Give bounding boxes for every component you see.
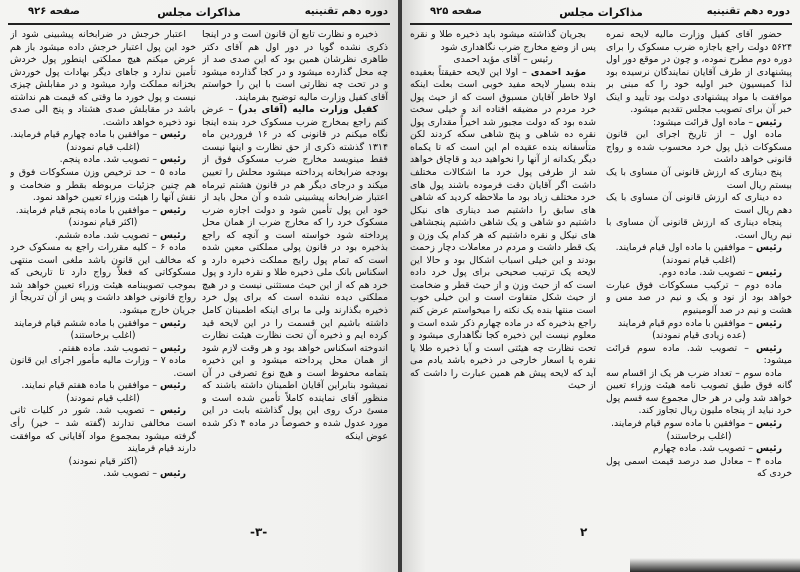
paragraph-text: – موافقین با ماده سوم قیام فرمایند.: [611, 417, 756, 429]
paragraph-text: ماده ۴ – معادل صد درصد قیمت اسمی پول خردی که: [606, 455, 792, 480]
vote-note: (اغلب قیام نمودند): [662, 254, 736, 266]
speaker-paragraph: [10, 205, 196, 218]
page-926: [0, 0, 398, 572]
header-rule: [410, 23, 792, 25]
paragraph: [606, 129, 792, 167]
paragraph-text: ماده سوم – تعداد ضرب هر یک از اقسام سه گانه فوق طبق تصویب نامه هیئت وزراء تعیین خواهد شد ولی در هر حال مجموع سه قسم پول خرد نباید از پنجاه ملیون ریال تجاوز کند.: [606, 367, 792, 417]
paragraph-text: بجریان گذاشته میشود باید ذخیره طلا و نقره پس از وضع مخارج ضرب نگاهداری شود: [410, 29, 596, 53]
speaker-name: مؤید احمدی: [530, 66, 586, 78]
text-column-left: [410, 29, 596, 514]
speaker-paragraph: [10, 380, 196, 393]
speaker-name: رئیس: [160, 154, 186, 166]
speaker-name: رئیس: [756, 242, 782, 254]
vote-note: (اغلب برخاستند): [666, 430, 732, 442]
paragraph-text: ماده دوم – ترکیب مسکوکات فوق عبارت خواهد بود از نود و یک و نیم در صد مس و هشت و نیم در صد آلومینیوم: [606, 279, 792, 317]
paragraph-text: – تصویب شد. ماده هفتم.: [58, 342, 160, 354]
paragraph-text: – ماده اول قرائت میشود:: [653, 116, 756, 128]
paragraph-text: اعتبار خرجش در ضرابخانه پیشبینی شود از خود این پول اعتبار خرجش داده میشود باز هم عرض میکنم هیچ مملکتی اینطور پول خردش تأمین ندارد و جاهای دیگر بهادات پول خوردش بخزانه مملکت وارد میشود و در مقابلش چیزی نیست و پول خورد ما وقتی که قیمت هم نداشته باشد در مقابلش صدی هشتاد و پنج الی صدی نود ذخیره خواهد داشت.: [10, 29, 196, 128]
journal-title: مذاکرات مجلس: [157, 6, 241, 19]
speaker-paragraph: [10, 129, 196, 142]
speaker-name: رئیس: [160, 204, 186, 216]
speaker-paragraph: [606, 242, 792, 255]
paragraph-text: – عرض کنم راجع بمخارج ضرب مسکوک خرد بنده اینجا نگاه میکنم در قانونی که در ۱۶ فروردین ماه ۱۳۱۴ گذشته ذکری از حق نظارت و اینها نیست فقط مینویسد مخارج ضرب مسکوک فوق از بودجه ضرابخانه پرداخته میشود محلش را تعیین میکند و درجای دیگر هم در قانون هشتم تیرماه اعتبار ضرابخانه پیشبینی شده و آن محل باید از خود این پول تأمین شود و دولت اجازه ضرب مسکوک خرد را که مخارج ضرب از همان محل پرداخته شود خواسته است و آنچه که راجع بذخیره بود در قانون پولی مملکتی معین شده است که تمام پول رایج مملکت ذخیره دارد و اسکناس بانک ملی ذخیره طلا و نقره دارد و پول خرد هم که از این حیث مستثنی نیست و در هیچ مملکتی دیده نشده است که برای پول خرد ذخیره بگذارند ولی ما برای اینکه اطمینان کامل داشته باشیم این قسمت را در این لایحه قید کرده ایم و ذخیره آن تحت نظارت هیئت نظارت اندوخته اسکناس خواهد بود و هر وقت لازم شود از همان محل پرداخته میشود و این ذخیره بتمامه محفوظ است و هیچ نوع تصرفی در آن نمیشود بنابراین آقایان اطمینان داشته باشند که منظور آقای نماینده کاملاً تأمین شده است و مسئ درک روی این پول گذاشته بابت در این مورد عدول شده و خصوصاً در ماده ۴ ذکر شده عوض اینکه: [202, 104, 388, 442]
paragraph-text: – موافقین با ماده هفتم قیام نمایند.: [21, 380, 160, 392]
paragraph-text: ماده ۵ – حد ترخیص وزن مسکوکات فوق و هم چنین جزئیات مربوطه بقطر و ضخامت و نقش آنها را هیئت وزراء تعیین خواهد نمود.: [10, 167, 196, 204]
speaker-paragraph: [606, 443, 792, 456]
paragraph: [202, 29, 388, 104]
speaker-paragraph: [10, 154, 196, 167]
paragraph-text: حضور آقای کفیل وزارت مالیه لایحه نمره ۵۶۲۴ دولت راجع باجازه ضرب مسکوک را برای دوره دوم مطرح نموده، و چون در موقع دور اول پیشنهادی از طرف آقایان نمایندگان نرسیده بود لذا کمیسیون خبر اولیه خود را که مبنی بر موافقت با مواد پیشنهادی دولت بود تأیید و اینک خبر آن برای تصویب مجلس تقدیم میشود.: [606, 29, 792, 116]
speaker-paragraph: [410, 67, 596, 393]
paragraph: [10, 29, 196, 129]
paragraph: [410, 29, 596, 54]
speaker-paragraph: [606, 117, 792, 130]
text-column-left: [10, 29, 196, 514]
paragraph-text: ده دیناری که ارزش قانونی آن مساوی با یک دهم ریال است: [606, 192, 792, 216]
speaker-name: رئیس: [160, 317, 186, 329]
paragraph: [606, 280, 792, 318]
paragraph-text: ماده ۷ – وزارت مالیه مأمور اجرای این قانون است.: [10, 355, 196, 379]
speaker-name: کفیل وزارت مالیه (آقای بدر): [238, 104, 379, 116]
speaker-paragraph: [10, 343, 196, 356]
speaker-name: رئیس: [756, 317, 782, 329]
paragraph-text: – تصویب شد. ماده ششم.: [54, 229, 160, 241]
paragraph-text: – موافقین با ماده چهارم قیام فرمایند.: [10, 129, 160, 141]
speaker-name: رئیس: [756, 342, 782, 354]
paragraph-text: – موافقین با ماده اول قیام فرمایند.: [615, 242, 756, 254]
paragraph: [606, 217, 792, 242]
paragraph: [10, 355, 196, 380]
paragraph-text: پنج دیناری که ارزش قانونی آن مساوی با یک بیستم ریال است: [606, 167, 792, 191]
speaker-name: رئیس: [756, 267, 782, 279]
journal-title: مذاکرات مجلس: [559, 6, 643, 19]
speaker-name: رئیس: [160, 342, 186, 354]
vote-note: رئیس – آقای مؤید احمدی: [453, 54, 553, 66]
vote-note: (اغلب برخاستند): [70, 330, 136, 342]
vote-note: (اکثر قیام نمودند): [68, 455, 138, 467]
scan-edge-shadow: [630, 558, 800, 572]
page-number-label: صفحه ۹۲۵: [430, 6, 482, 17]
speaker-paragraph: [10, 230, 196, 243]
paragraph: [606, 192, 792, 217]
paragraph-text: – تصویب شد. ماده پنجم.: [59, 154, 160, 166]
paragraph-text: – تصویب شد. ماده سوم قرائت میشود:: [606, 342, 792, 367]
vote-note: (اکثر قیام نمودند): [68, 217, 138, 229]
paragraph-text: ماده ۶ – کلیه مقررات راجع به مسکوک خرد که مخالف این قانون باشد ملغی است منتهی مسکوکاتی که فعلاً رواج دارد تا تاریخی که بموجب تصویبنامه هیئت وزراء تعیین خواهد شد رواج قانونی خواهد داشت و پس از آن تدریجاً از جریان خارج میشود.: [10, 242, 196, 317]
text-column-right: [606, 29, 792, 514]
page-number-label: صفحه ۹۲۶: [28, 6, 80, 17]
speaker-name: رئیس: [160, 229, 186, 241]
paragraph-text: – تصویب شد. ماده دوم.: [658, 267, 756, 279]
header-rule: [8, 23, 390, 25]
paragraph: [606, 456, 792, 481]
paragraph: [606, 167, 792, 192]
speaker-name: رئیس: [160, 468, 186, 480]
session-label: دوره دهم تقنینیه: [706, 6, 790, 17]
text-column-right: [202, 29, 388, 514]
paragraph-text: – موافقین با ماده پنجم قیام فرمایند.: [15, 204, 160, 216]
paragraph: [606, 29, 792, 117]
paragraph-text: – موافقین با ماده دوم قیام فرمایند: [617, 317, 756, 329]
speaker-name: رئیس: [756, 443, 782, 455]
vote-note: (اغلب قیام نمودند): [66, 141, 140, 153]
paragraph-text: – تصویب شد.: [103, 468, 160, 480]
speaker-paragraph: [606, 318, 792, 331]
paragraph-text: پنجاه دیناری که ارزش قانونی آن مساوی با نیم ریال است.: [606, 217, 792, 241]
paragraph-text: – اولا این لایحه حقیقتاً بعقیده بنده بسیار لایحه مفید خوبی است بعلت اینکه اولا خاطر آقایان مسبوق است که از حیث پول خرد مردم در مضیقه افتاده اند و خیلی سخت شده بود که دولت مجبور شد اخیراً مقداری پول نقره ده شاهی و پنج شاهی سکه کردند لکن متأسفانه بنده عقیده ام این است که تا یکماه دیگر یکدانه از آنها را نخواهید دید و قاچاق خواهد شد از طرفی پول خرد ما اشکالات مختلف داشت اگر آقایان دقت فرموده باشند پول های خرد مختلف زیاد بود ما ملاحظه کردید که شاهی های سابق را داشتیم صد دیناری های نیکل داشتیم دو شاهی و یک شاهی داشتیم پنجشاهی های نیکل و نقره داشتیم که هر کدام یک وزن و یک قطر داشت و مردم در معاملات دچار زحمت بودند و این خیلی اسباب اشکال بود و حالا این لایحه یک ترتیب صحیحی برای پول خرد داده است که از حیث وزن و از حیث قطر و ضخامت از حیث شکل متفاوت است و این خیلی خوب است منتها بنده یک نکته را میخواستم عرض کنم راجع بذخیره که در ماده چهارم ذکر شده است و معلوم نیست این ذخیره کجا نگاهداری میشود و تحت نظارت چه هیئتی است و آیا ذخیره طلا یا نقره یا اسعار خارجی در ذخیره باشد یادم می آید که لایحه پیش هم همین عبارت را داشت که از حیث: [410, 66, 596, 392]
speaker-name: رئیس: [160, 380, 186, 392]
paragraph-text: ماده اول – از تاریخ اجرای این قانون مسکوکات ذیل پول خرد محسوب شده و رواج قانونی خواهد داشت: [606, 129, 792, 166]
speaker-paragraph: [606, 267, 792, 280]
speaker-paragraph: [10, 405, 196, 455]
running-header: [10, 6, 388, 22]
page-925: [402, 0, 800, 572]
vote-note: (اغلب قیام نمودند): [66, 392, 140, 404]
page-footer-number: ۲: [580, 525, 588, 539]
speaker-name: رئیس: [160, 405, 186, 417]
paragraph: [10, 242, 196, 317]
speaker-name: رئیس: [160, 129, 186, 141]
speaker-paragraph: [10, 468, 196, 481]
speaker-name: رئیس: [756, 417, 782, 429]
speaker-paragraph: [606, 343, 792, 368]
paragraph-text: – تصویب شد. شور در کلیات ثانی است مخالفی ندارند (گفته شد – خیر) رأی گرفته میشود بمجموع مواد آقایانی که موافقت دارند قیام فرمایند: [10, 405, 196, 455]
vote-note: (عده زیادی قیام نمودند): [652, 330, 746, 342]
paragraph: [606, 368, 792, 418]
paragraph: [10, 167, 196, 205]
paragraph-text: – تصویب شد. ماده چهارم: [652, 443, 756, 455]
speaker-paragraph: [202, 104, 388, 443]
paragraph-text: – موافقین با ماده ششم قیام فرمایند: [14, 317, 160, 329]
speaker-paragraph: [10, 318, 196, 331]
session-label: دوره دهم تقنینیه: [304, 6, 388, 17]
speaker-name: رئیس: [756, 116, 782, 128]
speaker-paragraph: [606, 418, 792, 431]
running-header: [412, 6, 790, 22]
paragraph-text: ذخیره و نظارت تابع آن قانون است و در اینجا ذکری نشده گویا در دور اول هم آقای دکتر طاهری نظرشان همین بود که این صدی صد از چه محل گذارده میشود و در کجا گذارده میشود و در تحت چه نظارتی است با این را خواستم آقای کفیل وزارت مالیه توضیح بفرمایند.: [202, 29, 388, 103]
page-footer-number: -۳-: [250, 525, 268, 539]
